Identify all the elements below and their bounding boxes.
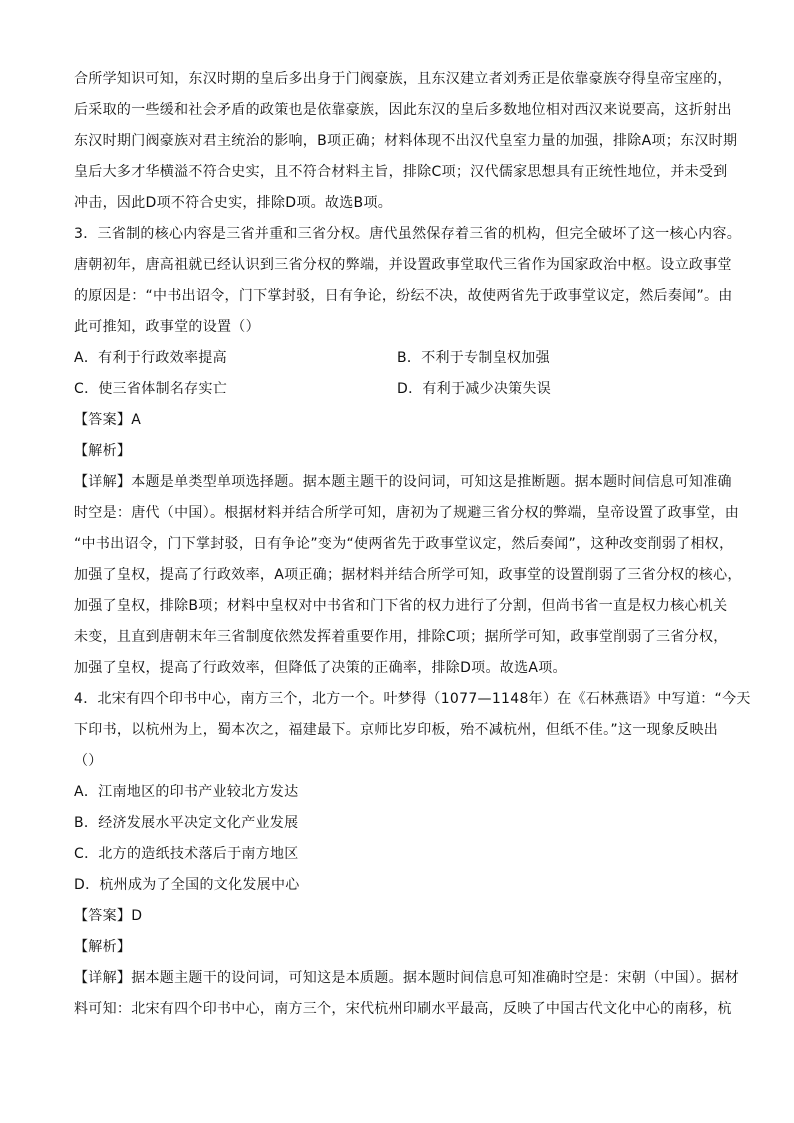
text-line: 冲击，因此D项不符合史实，排除D项。故选B项。 (74, 195, 393, 211)
text-line: 合所学知识可知，东汉时期的皇后多出身于门阀豪族，且东汉建立者刘秀正是依靠豪族夺得皇帝宝座的， (74, 71, 732, 87)
question-3-option-d: D．有利于减少决策失误 (397, 381, 552, 397)
question-4-detail: 料可知：北宋有四个印书中心，南方三个，宋代杭州印刷水平最高，反映了中国古代文化中心的南移，杭 (74, 1001, 732, 1017)
question-3-stem: 3．三省制的核心内容是三省并重和三省分权。唐代虽然保存着三省的机构，但完全破坏了这一核心内容。 (74, 226, 742, 242)
question-4-option-a: A．江南地区的印书产业较北方发达 (74, 784, 299, 800)
question-3-options-row-2 (74, 374, 734, 405)
question-3-detail: 加强了皇权，提高了行政效率，但降低了决策的正确率，排除D项。故选A项。 (74, 660, 567, 676)
question-3-stem: 唐朝初年，唐高祖就已经认识到三省分权的弊端，并设置政事堂取代三省作为国家政治中枢。设立政事堂 (74, 257, 732, 273)
question-3-answer: 【答案】A (74, 412, 142, 428)
question-4-detail: 【详解】据本题主题干的设问词，可知这是本质题。据本题时间信息可知准确时空是：宋朝（中国）。据材 (74, 970, 740, 986)
question-3-option-b: B．不利于专制皇权加强 (397, 350, 550, 366)
question-4-stem: 下印书，以杭州为上，蜀本次之，福建最下。京师比岁印板，殆不减杭州，但纸不佳。”这一现象反映出 (74, 722, 719, 738)
text-line: 皇后大多才华横溢不符合史实，且不符合材料主旨，排除C项；汉代儒家思想具有正统性地位，并未受到 (74, 164, 728, 180)
question-3-stem: 此可推知，政事堂的设置（） (74, 319, 260, 335)
question-4-answer: 【答案】D (74, 908, 143, 924)
question-3-options-row-1 (74, 343, 734, 374)
question-3-detail: “中书出诏令，门下掌封驳，日有争论”变为“使两省先于政事堂议定，然后奏闻”，这种改变削弱了相权， (74, 536, 734, 552)
question-3-detail: 时空是：唐代（中国）。根据材料并结合所学可知，唐初为了规避三省分权的弊端，皇帝设置了政事堂，由 (74, 505, 740, 521)
question-4-option-c: C．北方的造纸技术落后于南方地区 (74, 846, 299, 862)
question-3-analysis-label: 【解析】 (74, 443, 132, 459)
question-3-option-a: A．有利于行政效率提高 (74, 350, 227, 366)
question-4-analysis-label: 【解析】 (74, 939, 132, 955)
question-3-detail: 加强了皇权，提高了行政效率，A项正确；据材料并结合所学可知，政事堂的设置削弱了三省分权的核心， (74, 567, 742, 583)
question-4-stem: （） (74, 753, 103, 769)
text-line: 东汉时期门阀豪族对君主统治的影响，B项正确；材料体现不出汉代皇室力量的加强，排除A项；东汉时期 (74, 133, 738, 149)
question-4-stem: 4．北宋有四个印书中心，南方三个，北方一个。叶梦得（1077—1148年）在《石林燕语》中写道：“今天 (74, 691, 751, 707)
question-4-option-b: B．经济发展水平决定文化产业发展 (74, 815, 299, 831)
question-4-option-d: D．杭州成为了全国的文化发展中心 (74, 877, 300, 893)
document-content (74, 64, 751, 1025)
question-3-detail: 未变，且直到唐朝末年三省制度依然发挥着重要作用，排除C项；据所学可知，政事堂削弱了三省分权， (74, 629, 728, 645)
question-3-detail: 【详解】本题是单类型单项选择题。据本题主题干的设问词，可知这是推断题。据本题时间信息可知准确 (74, 474, 732, 490)
question-3-option-c: C．使三省体制名存实亡 (74, 381, 228, 397)
question-3-detail: 加强了皇权，排除B项；材料中皇权对中书省和门下省的权力进行了分割，但尚书省一直是权力核心机关 (74, 598, 728, 614)
question-3-stem: 的原因是：“中书出诏令，门下掌封驳，日有争论，纷纭不决，故使两省先于政事堂议定，然后奏闻”。由 (74, 288, 733, 304)
text-line: 后采取的一些缓和社会矛盾的政策也是依靠豪族，因此东汉的皇后多数地位相对西汉来说要高，这折射出 (74, 102, 732, 118)
